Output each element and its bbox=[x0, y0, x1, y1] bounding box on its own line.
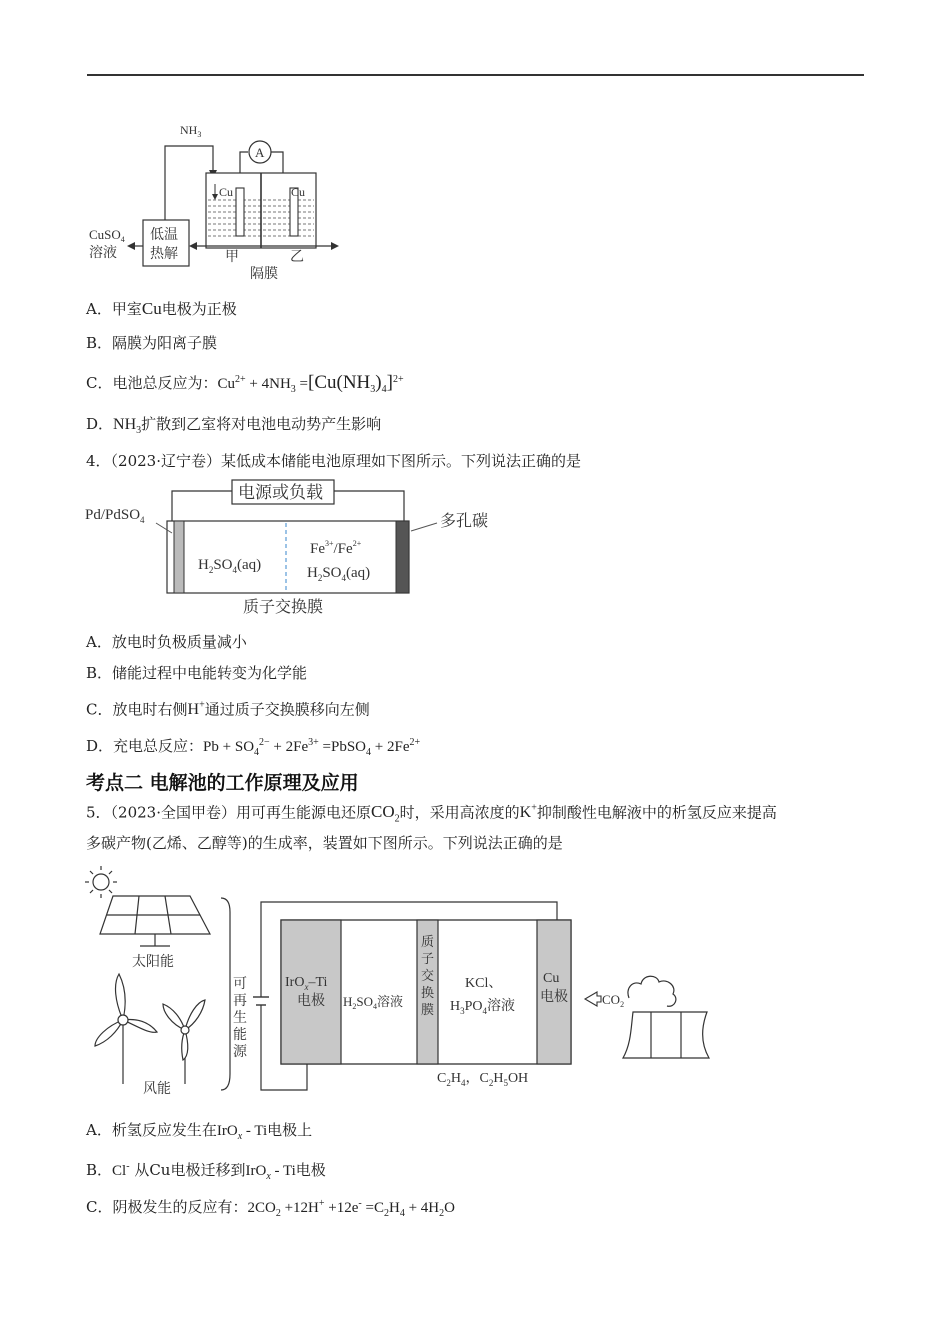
q5-option-b: B．Cl- 从Cu电极迁移到IrO$_x$ - Ti电极 bbox=[86, 1161, 326, 1182]
left-cu-electrode bbox=[236, 188, 244, 236]
cuso4-solution-label: 溶液 bbox=[89, 246, 117, 261]
q4-storage-battery-diagram bbox=[85, 476, 515, 621]
factory-smoke-icon bbox=[623, 976, 709, 1058]
cuso4-label: CuSO$_4$ bbox=[89, 227, 125, 244]
q4-option-a: A．放电时负极质量减小 bbox=[86, 633, 247, 651]
membrane-label: 质 子 交 换 膜 bbox=[421, 934, 435, 1017]
anode-electrode bbox=[281, 920, 341, 1064]
q4-option-b: B．储能过程中电能转变为化学能 bbox=[86, 664, 308, 682]
solar-label: 太阳能 bbox=[132, 955, 174, 970]
right-cu-label: Cu bbox=[291, 185, 306, 199]
co2-label: $CO_2$ bbox=[602, 992, 625, 1009]
q5-stem-line-1: 5．（2023·全国甲卷）用可再生能源电还原$CO_2$时，采用高浓度的K+抑制酸性电解液中的析氢反应来提高 bbox=[86, 802, 777, 825]
co2-inlet-arrow bbox=[585, 992, 601, 1006]
left-solution-label: $H_2SO_4$溶液 bbox=[343, 994, 404, 1011]
right-electrode-carbon bbox=[396, 521, 409, 593]
grouping-bracket bbox=[221, 898, 230, 1090]
right-solution-label: $H_2SO_4(aq)$ bbox=[307, 565, 371, 583]
header-rule bbox=[87, 74, 864, 76]
renewable-label: 可 再 生 能 源 bbox=[233, 977, 247, 1060]
left-cu-label: Cu bbox=[219, 185, 234, 199]
q5-option-c: C．阴极发生的反应有：$2CO_2 +12H^+ +12e^- =C_2H_4 + 4H_2O$ bbox=[86, 1198, 455, 1219]
products-label: $C_2H_4$，$C_2H_5OH$ bbox=[437, 1071, 529, 1088]
q5-stem-line-2: 多碳产物(乙烯、乙醇等)的生成率，装置如下图所示。下列说法正确的是 bbox=[86, 834, 563, 852]
decomposition-label-2: 热解 bbox=[150, 247, 178, 262]
q3-option-b: B．隔膜为阳离子膜 bbox=[86, 334, 218, 352]
solar-panel-icon bbox=[100, 896, 210, 946]
q3-option-c: C．电池总反应为：$Cu^{2+} + 4NH_3 =[Cu(NH_3)_4]^{2+}$ bbox=[86, 372, 404, 395]
membrane-label: 隔膜 bbox=[250, 267, 278, 282]
q3-option-d: D．$NH_3$扩散到乙室将对电池电动势产生影响 bbox=[86, 415, 382, 437]
anode-label-1: IrO$_x$–Ti bbox=[285, 975, 328, 992]
left-electrode-label: Pd/PdSO$_4$ bbox=[85, 507, 145, 525]
sun-icon bbox=[85, 866, 117, 898]
right-electrode-label: 多孔碳 bbox=[440, 513, 489, 530]
nh3-label: $NH_3$ bbox=[180, 123, 202, 139]
left-electrode-pd bbox=[174, 521, 184, 593]
cathode-label-1: Cu bbox=[543, 971, 560, 986]
power-load-label: 电源或负载 bbox=[238, 483, 323, 502]
q4-option-c: C．放电时右侧H+通过质子交换膜移向左侧 bbox=[86, 700, 370, 719]
wind-label: 风能 bbox=[143, 1082, 171, 1097]
ammeter-label: A bbox=[255, 145, 265, 160]
left-solution-label: $H_2SO_4(aq)$ bbox=[198, 557, 262, 575]
anode-label-2: 电极 bbox=[297, 994, 325, 1009]
q5-option-a: A．析氢反应发生在IrO$_x$ - Ti电极上 bbox=[86, 1121, 313, 1142]
q4-option-d: D．充电总反应：$Pb + SO_4^{2-} + 2Fe^{3+}$ =PbSO$_4$ + $2Fe^{2+}$ bbox=[86, 737, 421, 758]
right-solution-label-2: $H_3PO_4$溶液 bbox=[450, 999, 516, 1016]
wind-turbine-icon bbox=[95, 974, 205, 1084]
section-title: 考点二 电解池的工作原理及应用 bbox=[86, 772, 359, 794]
q5-electrolysis-diagram bbox=[85, 862, 725, 1097]
cathode-label-2: 电极 bbox=[540, 990, 568, 1005]
room-yi-label: 乙 bbox=[290, 250, 304, 265]
q3-option-a: A．甲室Cu电极为正极 bbox=[86, 299, 237, 318]
room-jia-label: 甲 bbox=[225, 250, 239, 265]
decomposition-label-1: 低温 bbox=[150, 228, 178, 243]
right-ions-label: $Fe^{3+}/Fe^{2+}$ bbox=[310, 539, 362, 557]
right-solution-label-1: KCl、 bbox=[465, 976, 503, 991]
membrane-caption: 质子交换膜 bbox=[243, 599, 324, 616]
q4-stem: 4．（2023·辽宁卷）某低成本储能电池原理如下图所示。下列说法正确的是 bbox=[86, 452, 581, 470]
q3-electrochemical-cell-diagram bbox=[85, 118, 365, 288]
